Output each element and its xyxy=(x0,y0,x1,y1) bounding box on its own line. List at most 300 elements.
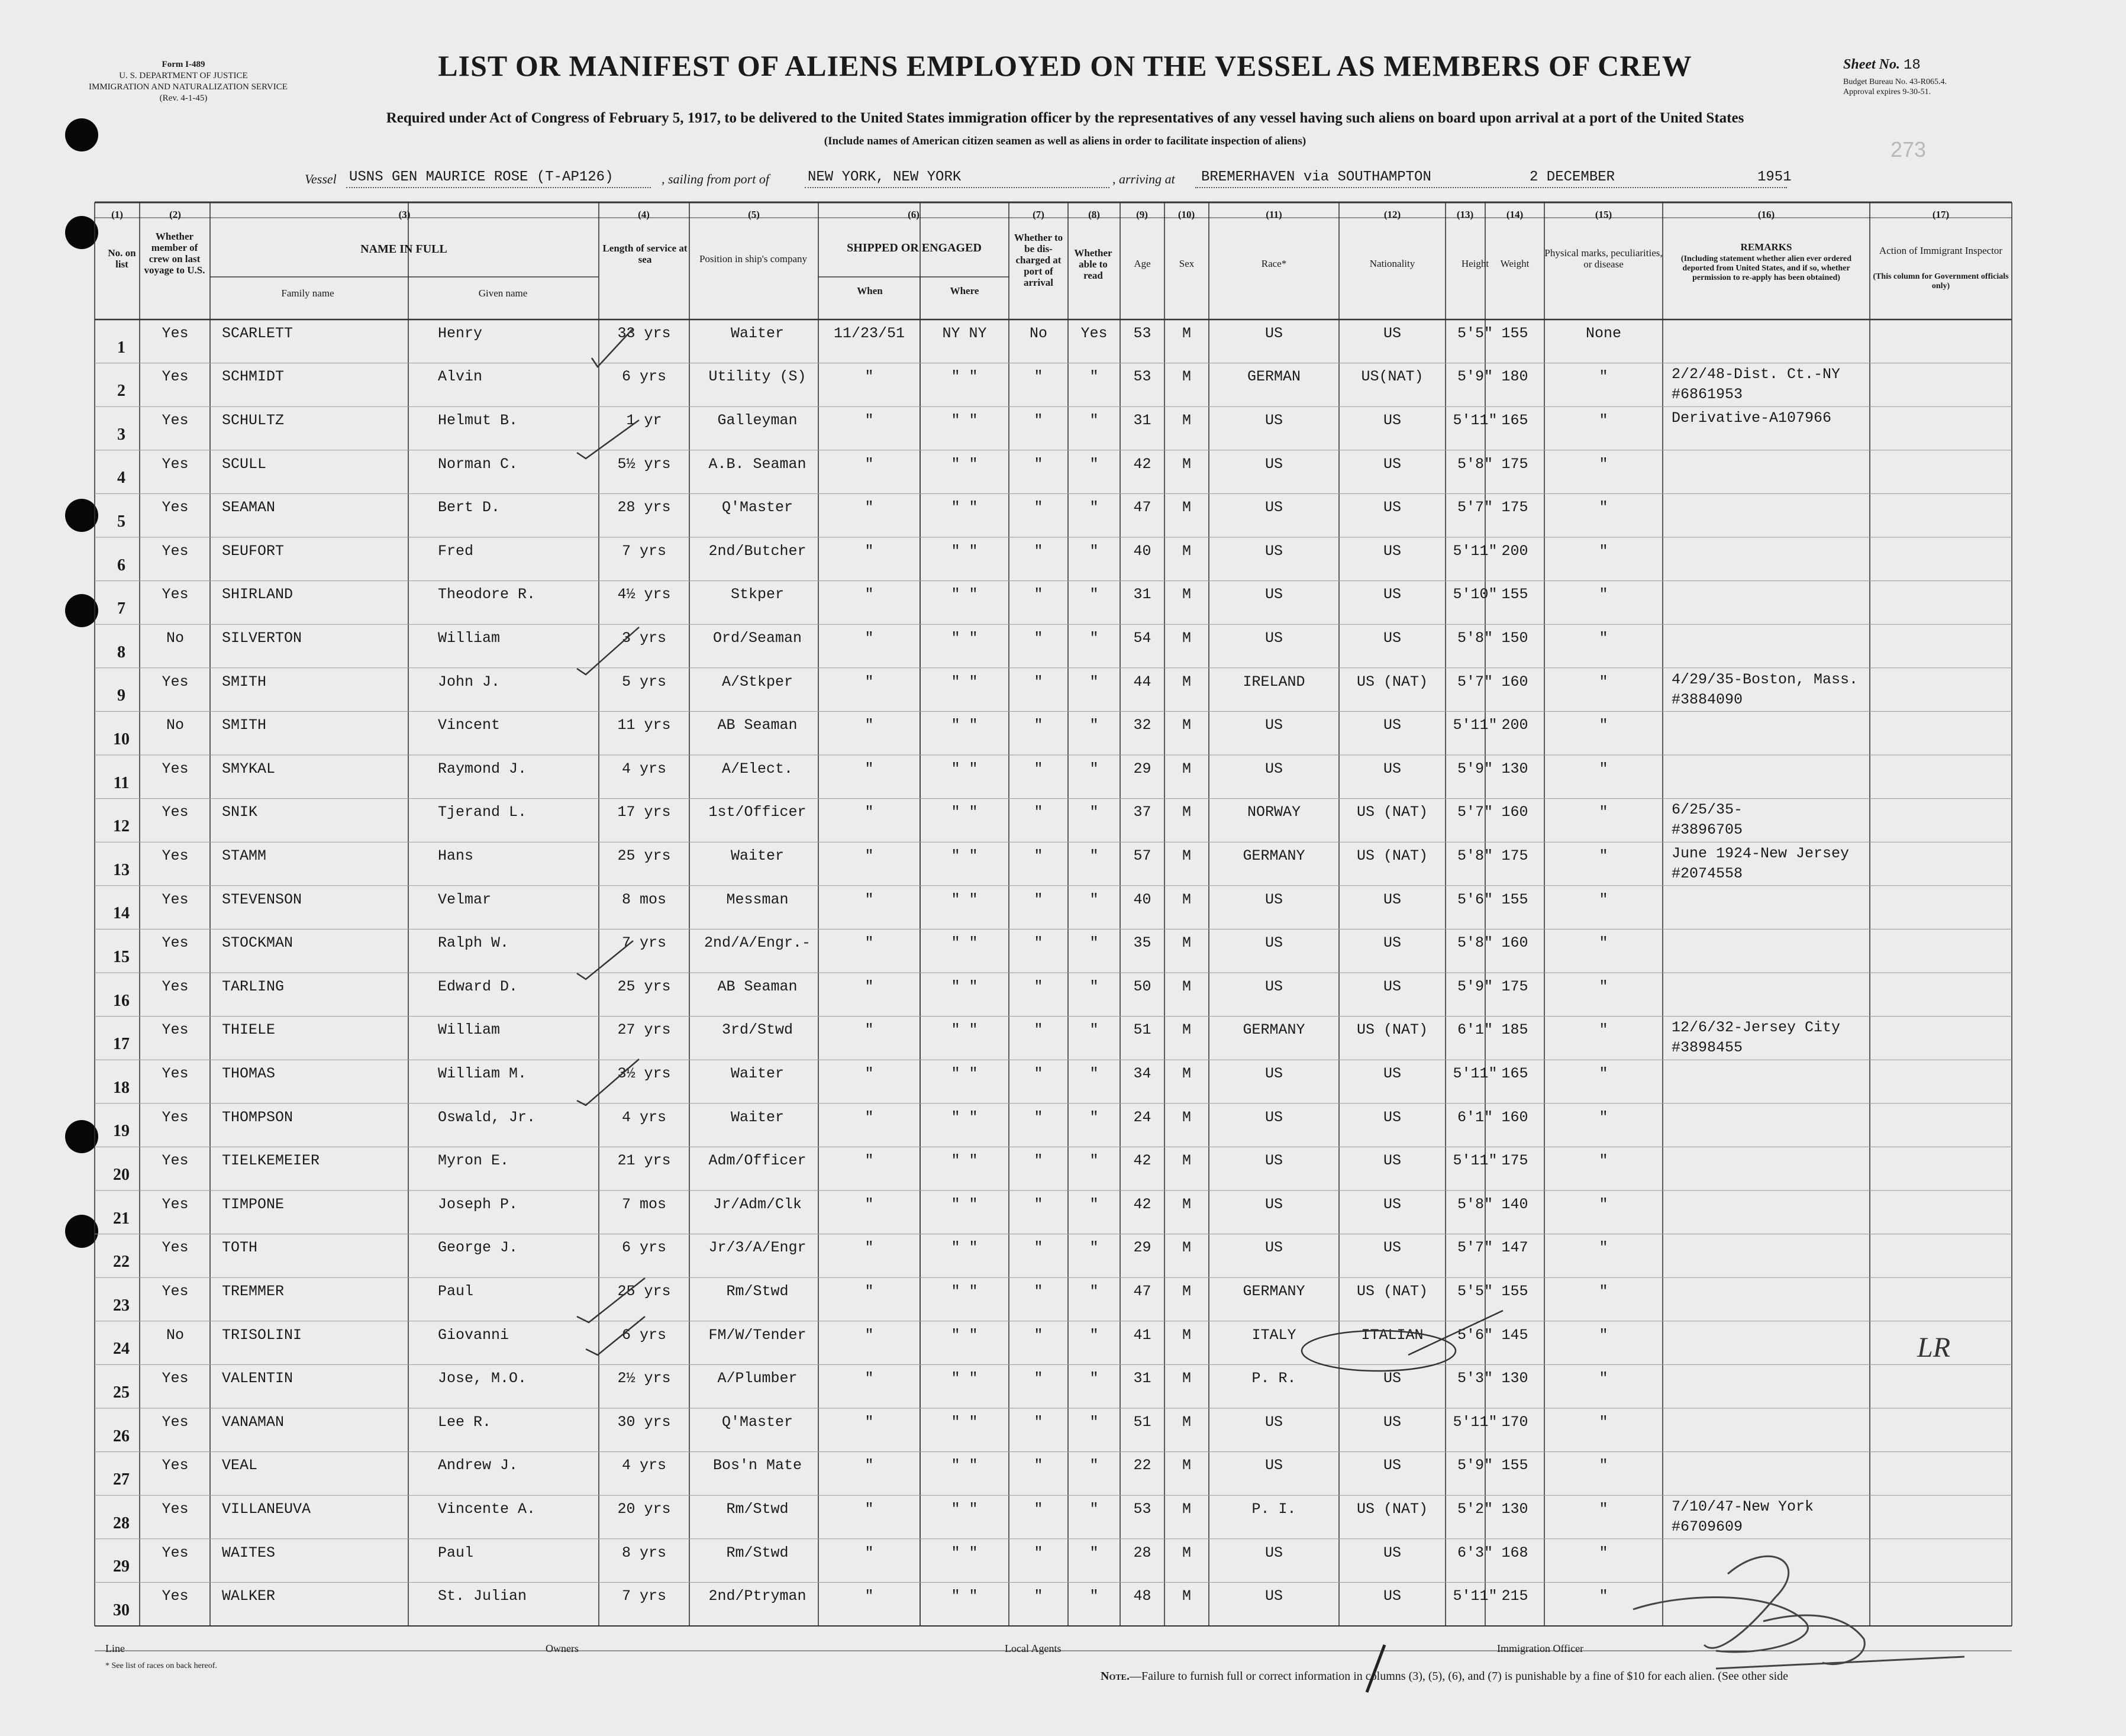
sex: M xyxy=(1182,499,1191,517)
race: US xyxy=(1264,1544,1283,1561)
weight: 140 xyxy=(1501,1195,1528,1213)
weight: 180 xyxy=(1501,368,1528,386)
row-number: 9 xyxy=(117,686,125,705)
service-length: 7 yrs xyxy=(621,1587,666,1605)
weight: 175 xyxy=(1501,1152,1528,1170)
weight: 175 xyxy=(1501,499,1528,517)
height: 5'11" xyxy=(1453,412,1498,429)
crew-status: Yes xyxy=(162,890,189,908)
discharged: " xyxy=(1034,673,1043,690)
given-name: Norman C. xyxy=(438,455,518,473)
sex: M xyxy=(1182,630,1191,647)
service-length: 7 yrs xyxy=(621,542,666,560)
given-name: Paul xyxy=(438,1544,474,1561)
family-name: TARLING xyxy=(222,977,285,995)
age: 54 xyxy=(1133,630,1151,647)
physical-marks: " xyxy=(1599,673,1608,690)
given-name: St. Julian xyxy=(438,1587,527,1605)
physical-marks: " xyxy=(1599,1108,1608,1126)
given-name: William xyxy=(438,1021,501,1039)
height: 5'11" xyxy=(1453,1065,1498,1082)
position: Utility (S) xyxy=(708,368,806,386)
row-number: 13 xyxy=(113,860,130,879)
given-name: Lee R. xyxy=(438,1413,492,1431)
service-length: 25 yrs xyxy=(617,1283,671,1300)
nationality: US xyxy=(1383,1457,1401,1474)
row-number: 23 xyxy=(113,1296,130,1315)
given-name: Henry xyxy=(438,324,483,342)
header-crew: Whether member of crew on last voyage to U.S. xyxy=(144,231,205,276)
given-name: Theodore R. xyxy=(438,586,536,604)
crew-status: Yes xyxy=(162,1152,189,1170)
family-name: STEVENSON xyxy=(222,890,302,908)
age: 48 xyxy=(1133,1587,1151,1605)
family-name: TRISOLINI xyxy=(222,1326,302,1344)
shipped-where: " " xyxy=(951,542,978,560)
row-number: 21 xyxy=(113,1209,130,1228)
row-number: 16 xyxy=(113,991,130,1010)
nationality: US(NAT) xyxy=(1361,368,1424,386)
able-to-read: " xyxy=(1089,717,1099,734)
given-name: Oswald, Jr. xyxy=(438,1108,536,1126)
service-length: 2½ yrs xyxy=(617,1370,671,1387)
sex: M xyxy=(1182,890,1191,908)
age: 29 xyxy=(1133,1239,1151,1257)
sex: M xyxy=(1182,804,1191,821)
race: P. R. xyxy=(1251,1370,1296,1387)
sex: M xyxy=(1182,1239,1191,1257)
shipped-where: " " xyxy=(951,847,978,864)
crew-status: Yes xyxy=(162,804,189,821)
nationality: US xyxy=(1383,630,1401,647)
row-number: 8 xyxy=(117,643,125,662)
sex: M xyxy=(1182,717,1191,734)
given-name: Andrew J. xyxy=(438,1457,518,1474)
able-to-read: " xyxy=(1089,804,1099,821)
sailing-port: NEW YORK, NEW YORK xyxy=(808,169,962,185)
shipped-when: " xyxy=(864,977,874,995)
able-to-read: " xyxy=(1089,1544,1099,1561)
sex: M xyxy=(1182,847,1191,864)
able-to-read: " xyxy=(1089,760,1099,777)
weight: 175 xyxy=(1501,977,1528,995)
row-number: 19 xyxy=(113,1122,130,1141)
physical-marks: " xyxy=(1599,847,1608,864)
position: A.B. Seaman xyxy=(708,455,806,473)
sex: M xyxy=(1182,1457,1191,1474)
sex: M xyxy=(1182,1370,1191,1387)
family-name: THOMPSON xyxy=(222,1108,293,1126)
race: GERMANY xyxy=(1243,847,1305,864)
age: 31 xyxy=(1133,586,1151,604)
race: US xyxy=(1264,324,1283,342)
discharged: " xyxy=(1034,1370,1043,1387)
service-length: 11 yrs xyxy=(617,717,671,734)
position: 3rd/Stwd xyxy=(721,1021,793,1039)
header-service: Length of service at sea xyxy=(602,243,688,265)
age: 29 xyxy=(1133,760,1151,777)
given-name: Hans xyxy=(438,847,474,864)
given-name: Paul xyxy=(438,1283,474,1300)
crew-status: Yes xyxy=(162,1108,189,1126)
physical-marks: " xyxy=(1599,760,1608,777)
position: Adm/Officer xyxy=(708,1152,806,1170)
penalty-note xyxy=(1101,1670,1788,1683)
note-text: —Failure to furnish full or correct information in columns (3), (5), (6), and (7) is punishable by a fine of $10 for each alien. (See other side xyxy=(1130,1670,1789,1683)
signature xyxy=(1633,1556,1964,1669)
row-number: 11 xyxy=(113,773,130,792)
crew-status: Yes xyxy=(162,847,189,864)
race: US xyxy=(1264,630,1283,647)
height: 5'9" xyxy=(1457,760,1493,777)
weight: 147 xyxy=(1501,1239,1528,1257)
position: Waiter xyxy=(730,847,784,864)
family-name: THOMAS xyxy=(222,1065,276,1082)
row-number: 15 xyxy=(113,948,130,966)
crew-status: No xyxy=(166,717,184,734)
nationality: US xyxy=(1383,412,1401,429)
race: US xyxy=(1264,890,1283,908)
nationality: US xyxy=(1383,1413,1401,1431)
footer-officer: Immigration Officer xyxy=(1497,1643,1584,1654)
weight: 200 xyxy=(1501,542,1528,560)
header-marks: Physical marks, peculiarities, or disease xyxy=(1544,247,1663,270)
service-length: 21 yrs xyxy=(617,1152,671,1170)
header-given-name: Given name xyxy=(478,288,528,299)
physical-marks: " xyxy=(1599,1326,1608,1344)
shipped-where: " " xyxy=(951,890,978,908)
sex: M xyxy=(1182,455,1191,473)
service-length: 25 yrs xyxy=(617,977,671,995)
able-to-read: " xyxy=(1089,1108,1099,1126)
age: 35 xyxy=(1133,934,1151,952)
shipped-when: " xyxy=(864,1239,874,1257)
revision: (Rev. 4-1-45) xyxy=(159,93,208,103)
physical-marks: " xyxy=(1599,1587,1608,1605)
sex: M xyxy=(1182,1413,1191,1431)
height: 5'9" xyxy=(1457,368,1493,386)
shipped-when: " xyxy=(864,455,874,473)
nationality: US xyxy=(1383,1152,1401,1170)
weight: 160 xyxy=(1501,934,1528,952)
race: ITALY xyxy=(1251,1326,1296,1344)
weight: 155 xyxy=(1501,890,1528,908)
shipped-where: " " xyxy=(951,1326,978,1344)
service-length: 1 yr xyxy=(626,412,662,429)
sex: M xyxy=(1182,1195,1191,1213)
height: 5'6" xyxy=(1457,1326,1493,1344)
shipped-where: " " xyxy=(951,804,978,821)
age: 47 xyxy=(1133,1283,1151,1300)
able-to-read: " xyxy=(1089,673,1099,690)
physical-marks: " xyxy=(1599,1195,1608,1213)
crew-status: Yes xyxy=(162,1457,189,1474)
position: AB Seaman xyxy=(717,977,798,995)
shipped-when: " xyxy=(864,1283,874,1300)
position: Jr/3/A/Engr xyxy=(708,1239,806,1257)
given-name: Ralph W. xyxy=(438,934,509,952)
weight: 155 xyxy=(1501,586,1528,604)
arriving-port: BREMERHAVEN via SOUTHAMPTON xyxy=(1201,169,1431,185)
discharged: " xyxy=(1034,1413,1043,1431)
weight: 145 xyxy=(1501,1326,1528,1344)
family-name: STAMM xyxy=(222,847,267,864)
nationality: US (NAT) xyxy=(1356,804,1428,821)
height: 6'3" xyxy=(1457,1544,1493,1561)
header-family-name: Family name xyxy=(281,288,334,299)
age: 57 xyxy=(1133,847,1151,864)
able-to-read: " xyxy=(1089,934,1099,952)
race: US xyxy=(1264,1065,1283,1082)
race: US xyxy=(1264,412,1283,429)
service-length: 8 yrs xyxy=(621,1544,666,1561)
shipped-where: " " xyxy=(951,1283,978,1300)
family-name: VALENTIN xyxy=(222,1370,293,1387)
height: 5'5" xyxy=(1457,324,1493,342)
header-remarks-note: (Including statement whether alien ever ordered deported from United States, and if so, whether permission to re-apply has been obtained) xyxy=(1680,254,1852,282)
given-name: Raymond J. xyxy=(438,760,527,777)
able-to-read: " xyxy=(1089,1501,1099,1518)
shipped-where: " " xyxy=(951,1239,978,1257)
weight: 175 xyxy=(1501,455,1528,473)
discharged: " xyxy=(1034,1501,1043,1518)
column-number: (1) xyxy=(111,209,123,220)
family-name: VEAL xyxy=(222,1457,258,1474)
service: IMMIGRATION AND NATURALIZATION SERVICE xyxy=(89,82,288,92)
nationality: US xyxy=(1383,890,1401,908)
crew-status: Yes xyxy=(162,586,189,604)
remark-line: #6861953 xyxy=(1672,386,1743,404)
discharged: " xyxy=(1034,934,1043,952)
age: 31 xyxy=(1133,412,1151,429)
race: GERMANY xyxy=(1243,1283,1305,1300)
header-inspector-note: (This column for Government officials only) xyxy=(1873,272,2009,291)
service-length: 8 mos xyxy=(621,890,666,908)
weight: 160 xyxy=(1501,1108,1528,1126)
position: Waiter xyxy=(730,324,784,342)
position: Messman xyxy=(726,890,789,908)
remark-line: June 1924-New Jersey xyxy=(1672,845,1850,862)
column-number: (14) xyxy=(1506,209,1524,220)
discharged: " xyxy=(1034,717,1043,734)
height: 5'11" xyxy=(1453,1587,1498,1605)
age: 53 xyxy=(1133,324,1151,342)
family-name: TIELKEMEIER xyxy=(222,1152,320,1170)
shipped-when: " xyxy=(864,1108,874,1126)
given-name: William xyxy=(438,630,501,647)
family-name: SEUFORT xyxy=(222,542,285,560)
shipped-where: " " xyxy=(951,1544,978,1561)
shipped-where: " " xyxy=(951,717,978,734)
able-to-read: " xyxy=(1089,1457,1099,1474)
discharged: " xyxy=(1034,804,1043,821)
subtitle: Required under Act of Congress of February 5, 1917, to be delivered to the United States immigration officer by the representatives of any vessel having such aliens on board upon arrival at a port of the United States xyxy=(386,110,1744,126)
race: US xyxy=(1264,934,1283,952)
nationality: US xyxy=(1383,717,1401,734)
shipped-where: " " xyxy=(951,1457,978,1474)
physical-marks: None xyxy=(1585,324,1621,342)
column-number: (4) xyxy=(638,209,650,220)
family-name: STOCKMAN xyxy=(222,934,293,952)
height: 5'7" xyxy=(1457,673,1493,690)
given-name: Vincent xyxy=(438,717,501,734)
height: 5'11" xyxy=(1453,1413,1498,1431)
column-number: (16) xyxy=(1757,209,1775,220)
footnote-races: * See list of races on back hereof. xyxy=(105,1661,217,1670)
check-marks xyxy=(577,328,645,1355)
nationality: US xyxy=(1383,499,1401,517)
column-number: (8) xyxy=(1088,209,1100,220)
race: IRELAND xyxy=(1243,673,1305,690)
race: US xyxy=(1264,760,1283,777)
column-number: (2) xyxy=(169,209,181,220)
position: Q'Master xyxy=(721,1413,793,1431)
row-number: 17 xyxy=(113,1035,130,1054)
discharged: No xyxy=(1029,324,1047,342)
position: A/Elect. xyxy=(721,760,793,777)
family-name: SMITH xyxy=(222,673,267,690)
physical-marks: " xyxy=(1599,1501,1608,1518)
sex: M xyxy=(1182,1544,1191,1561)
given-name: George J. xyxy=(438,1239,518,1257)
able-to-read: " xyxy=(1089,1065,1099,1082)
shipped-when: " xyxy=(864,499,874,517)
position: A/Plumber xyxy=(717,1370,798,1387)
header-shipped: SHIPPED OR ENGAGED xyxy=(847,241,982,254)
family-name: VANAMAN xyxy=(222,1413,285,1431)
shipped-when: " xyxy=(864,412,874,429)
header-inspector: Action of Immigrant Inspector xyxy=(1879,245,2003,256)
family-name: SMYKAL xyxy=(222,760,276,777)
discharged: " xyxy=(1034,542,1043,560)
shipped-when: " xyxy=(864,1544,874,1561)
race: US xyxy=(1264,1457,1283,1474)
physical-marks: " xyxy=(1599,890,1608,908)
physical-marks: " xyxy=(1599,977,1608,995)
remark-line: #3898455 xyxy=(1672,1039,1743,1057)
race: US xyxy=(1264,1195,1283,1213)
service-length: 4 yrs xyxy=(621,1457,666,1474)
given-name: Myron E. xyxy=(438,1152,509,1170)
given-name: Fred xyxy=(438,542,474,560)
service-length: 17 yrs xyxy=(617,804,671,821)
position: 2nd/Ptryman xyxy=(708,1587,806,1605)
weight: 130 xyxy=(1501,1501,1528,1518)
header-where: Where xyxy=(950,285,979,296)
row-number: 30 xyxy=(113,1601,130,1619)
shipped-when: " xyxy=(864,1326,874,1344)
able-to-read: " xyxy=(1089,630,1099,647)
remark-line: #2074558 xyxy=(1672,865,1743,882)
discharged: " xyxy=(1034,1195,1043,1213)
race: US xyxy=(1264,455,1283,473)
row-number: 1 xyxy=(117,338,125,357)
height: 5'11" xyxy=(1453,542,1498,560)
physical-marks: " xyxy=(1599,455,1608,473)
sex: M xyxy=(1182,1152,1191,1170)
nationality: US xyxy=(1383,934,1401,952)
age: 37 xyxy=(1133,804,1151,821)
sex: M xyxy=(1182,1587,1191,1605)
row-number: 7 xyxy=(117,599,125,618)
age: 22 xyxy=(1133,1457,1151,1474)
given-name: Alvin xyxy=(438,368,483,386)
shipped-where: " " xyxy=(951,1021,978,1039)
nationality: US xyxy=(1383,1195,1401,1213)
height: 5'9" xyxy=(1457,1457,1493,1474)
service-length: 3 yrs xyxy=(621,630,666,647)
weight: 155 xyxy=(1501,1283,1528,1300)
crew-status: No xyxy=(166,630,184,647)
arrival-year: 1951 xyxy=(1757,169,1792,185)
row-number: 18 xyxy=(113,1078,130,1097)
physical-marks: " xyxy=(1599,934,1608,952)
discharged: " xyxy=(1034,412,1043,429)
row-number: 3 xyxy=(117,425,125,444)
able-to-read: " xyxy=(1089,1283,1099,1300)
family-name: TREMMER xyxy=(222,1283,285,1300)
service-length: 33 yrs xyxy=(617,324,671,342)
sex: M xyxy=(1182,1326,1191,1344)
discharged: " xyxy=(1034,760,1043,777)
family-name: SNIK xyxy=(222,804,258,821)
remark-line: #3884090 xyxy=(1672,690,1743,708)
nationality: US xyxy=(1383,324,1401,342)
position: Waiter xyxy=(730,1108,784,1126)
column-number: (9) xyxy=(1136,209,1148,220)
physical-marks: " xyxy=(1599,1283,1608,1300)
able-to-read: " xyxy=(1089,977,1099,995)
service-length: 6 yrs xyxy=(621,1326,666,1344)
sex: M xyxy=(1182,1108,1191,1126)
crew-status: Yes xyxy=(162,934,189,952)
physical-marks: " xyxy=(1599,1544,1608,1561)
height: 5'11" xyxy=(1453,717,1498,734)
weight: 130 xyxy=(1501,760,1528,777)
remark-line: 4/29/35-Boston, Mass. xyxy=(1672,670,1859,688)
family-name: THIELE xyxy=(222,1021,276,1039)
weight: 168 xyxy=(1501,1544,1528,1561)
race: US xyxy=(1264,1152,1283,1170)
remark-line: #3896705 xyxy=(1672,821,1743,839)
shipped-when: " xyxy=(864,368,874,386)
header-height: Height xyxy=(1461,258,1489,269)
weight: 160 xyxy=(1501,804,1528,821)
row-number: 29 xyxy=(113,1557,130,1576)
column-number: (6) xyxy=(908,209,920,220)
weight: 130 xyxy=(1501,1370,1528,1387)
able-to-read: " xyxy=(1089,1152,1099,1170)
age: 51 xyxy=(1133,1021,1151,1039)
family-name: VILLANEUVA xyxy=(222,1501,311,1518)
race: US xyxy=(1264,1108,1283,1126)
header-age: Age xyxy=(1134,258,1151,269)
column-number: (5) xyxy=(748,209,760,220)
position: Q'Master xyxy=(721,499,793,517)
shipped-when: " xyxy=(864,586,874,604)
row-number: 10 xyxy=(113,730,130,748)
race: US xyxy=(1264,499,1283,517)
column-number: (15) xyxy=(1595,209,1612,220)
family-name: TIMPONE xyxy=(222,1195,285,1213)
position: 1st/Officer xyxy=(708,804,806,821)
race: GERMAN xyxy=(1247,368,1301,386)
height: 5'6" xyxy=(1457,890,1493,908)
footer-agents: Local Agents xyxy=(1005,1643,1062,1654)
height: 5'11" xyxy=(1453,1152,1498,1170)
nationality: US xyxy=(1383,1108,1401,1126)
header-no: No. on list xyxy=(108,247,136,270)
